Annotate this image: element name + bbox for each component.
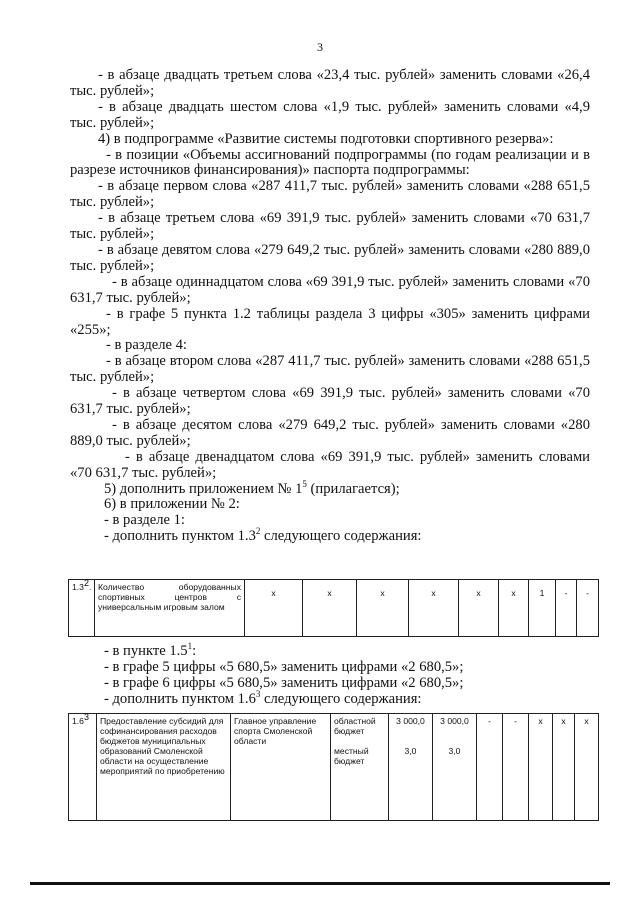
paragraph: - в абзаце втором слова «287 411,7 тыс. рублей» заменить словами «288 651,5 тыс. рублей»; bbox=[70, 353, 590, 386]
paragraph: - в абзаце девятом слова «279 649,2 тыс. рублей» заменить словами «280 889,0 тыс. рублей»; bbox=[70, 241, 590, 274]
paragraph-point-1-5: - в пункте $1.5^1$: bbox=[104, 641, 197, 659]
table-point-1-6 bbox=[68, 713, 599, 821]
paragraph: - в абзаце двенадцатом слова «69 391,9 тыс. рублей» заменить словами «70 631,7 тыс. рублей»; bbox=[70, 448, 590, 481]
paragraph-add-1-3 bbox=[70, 526, 590, 545]
cell-value: х bbox=[409, 580, 459, 637]
paragraph-section-1: - в разделе 1: bbox=[104, 512, 185, 529]
cell-x: х bbox=[575, 714, 599, 821]
cell-value: - bbox=[577, 580, 599, 637]
paragraph: - в абзаце одиннадцатом слова «69 391,9 тыс. рублей» заменить словами «70 631,7 тыс. рублей»; bbox=[70, 273, 590, 306]
table-row bbox=[69, 714, 599, 821]
cell-value: 1 bbox=[529, 580, 556, 637]
item-5-sup: 5 bbox=[302, 478, 307, 489]
table-row bbox=[69, 580, 599, 637]
document-body-middle bbox=[70, 641, 590, 708]
item-5-tail: (прилагается); bbox=[306, 480, 400, 497]
cell-dash: - bbox=[477, 714, 503, 821]
cell-x: х bbox=[529, 714, 553, 821]
cell-number: $1.3^2$. bbox=[69, 580, 95, 637]
paragraph: - в абзаце двадцать шестом слова «1,9 тыс. рублей» заменить словами «4,9 тыс. рублей»; bbox=[70, 98, 590, 131]
cell-value: - bbox=[556, 580, 577, 637]
paragraph: 4) в подпрограмме «Развитие системы подготовки спортивного резерва»: bbox=[98, 130, 554, 147]
cell-number: $1.6^3$ bbox=[69, 714, 97, 821]
paragraph: - в абзаце десятом слова «279 649,2 тыс. рублей» заменить словами «280 889,0 тыс. рублей»; bbox=[70, 416, 590, 449]
cell-description: Количество оборудованных спортивных центров с универсальным игровым залом bbox=[95, 580, 245, 637]
cell-value: х bbox=[499, 580, 529, 637]
footer-rule bbox=[30, 882, 610, 885]
cell-source: областной бюджет местный бюджет bbox=[331, 714, 389, 821]
paragraph: - в абзаце двадцать третьем слова «23,4 тыс. рублей» заменить словами «26,4 тыс. рублей»; bbox=[70, 67, 590, 99]
add-1-3-text: - дополнить пунктом 1.3 bbox=[104, 528, 256, 545]
cell-executor: Главное управление спорта Смоленской области bbox=[231, 714, 331, 821]
paragraph-item-6: 6) в приложении № 2: bbox=[104, 496, 240, 513]
page-number: 3 bbox=[317, 40, 323, 54]
item-5-text: 5) дополнить приложением № 1 bbox=[104, 480, 303, 497]
cell-value: х bbox=[245, 580, 303, 637]
add-1-3-tail: следующего содержания: bbox=[260, 528, 422, 545]
document-body bbox=[70, 68, 590, 545]
cell-value: х bbox=[357, 580, 409, 637]
paragraph: - в позиции «Объемы ассигнований подпрограммы (по годам реализации и в разрезе источников финансирования)» паспорта подпрограммы: bbox=[70, 146, 590, 179]
paragraph: - в абзаце первом слова «287 411,7 тыс. рублей» заменить словами «288 651,5 тыс. рублей»; bbox=[70, 178, 590, 211]
add-1-3-sup: 2 bbox=[255, 526, 261, 537]
paragraph: - в абзаце третьем слова «69 391,9 тыс. рублей» заменить словами «70 631,7 тыс. рублей»; bbox=[70, 210, 590, 243]
cell-description: Предоставление субсидий для софинансирования расходов бюджетов муниципальных образований Смоленской области на осуществление мероприятий по приобретению bbox=[97, 714, 231, 821]
paragraph: - в графе 5 пункта 1.2 таблицы раздела 3 цифры «305» заменить цифрами «255»; bbox=[70, 305, 590, 338]
paragraph-add-1-6: - дополнить пунктом $1.6^3$ следующего содержания: bbox=[104, 688, 422, 707]
paragraph: - в абзаце четвертом слова «69 391,9 тыс. рублей» заменить словами «70 631,7 тыс. рублей»; bbox=[70, 385, 590, 418]
cell-x: х bbox=[553, 714, 575, 821]
table-point-1-3 bbox=[68, 579, 599, 637]
paragraph: - в разделе 4: bbox=[106, 337, 187, 354]
cell-value: х bbox=[303, 580, 357, 637]
paragraph-item-5 bbox=[70, 478, 590, 498]
cell-value: х bbox=[459, 580, 499, 637]
paragraph: - в графе 5 цифры «5 680,5» заменить цифрами «2 680,5»; bbox=[104, 658, 464, 675]
cell-total: 3 000,0 3,0 bbox=[389, 714, 433, 821]
cell-year-value: 3 000,0 3,0 bbox=[433, 714, 477, 821]
paragraph: - в графе 6 цифры «5 680,5» заменить цифрами «2 680,5»; bbox=[104, 674, 464, 691]
cell-dash: - bbox=[503, 714, 529, 821]
